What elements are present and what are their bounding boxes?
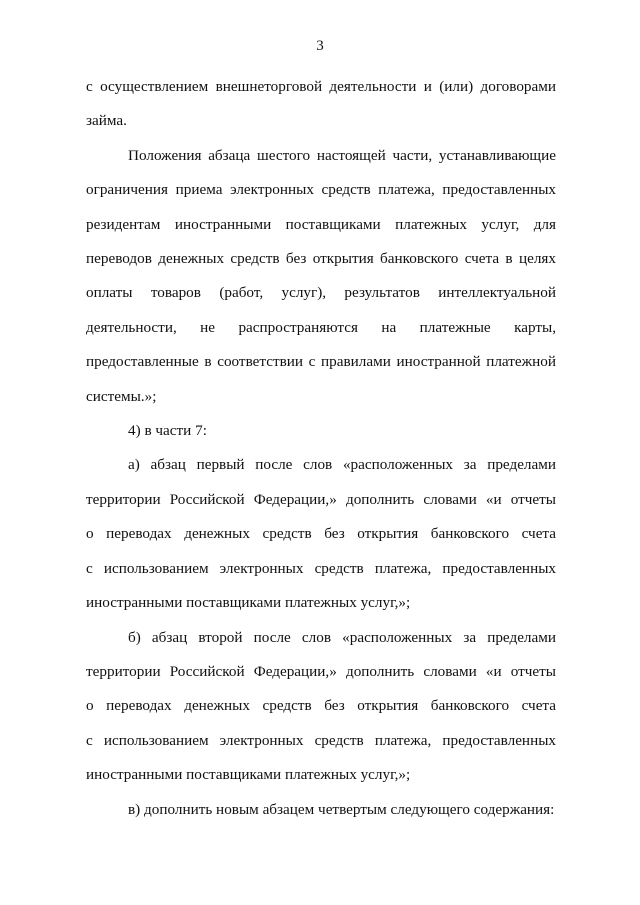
text-line: ограничения приема электронных средств платежа, предоставленных <box>86 181 556 199</box>
paragraph-2 <box>86 139 556 414</box>
text-line: резидентам иностранными поставщиками платежных услуг, для <box>86 215 556 233</box>
text-line: с использованием электронных средств платежа, предоставленных <box>86 559 556 577</box>
paragraph-5 <box>86 621 556 793</box>
text-line: территории Российской Федерации,» дополнить словами «и отчеты <box>86 662 556 680</box>
text-line: займа. <box>86 112 127 130</box>
paragraph-6 <box>86 793 556 827</box>
text-line: б) абзац второй после слов «расположенных за пределами <box>128 628 556 646</box>
text-line: 4) в части 7: <box>128 422 207 440</box>
text-line: системы.»; <box>86 387 157 405</box>
paragraph-4 <box>86 448 556 620</box>
page-number: 3 <box>316 38 324 54</box>
text-line: с осуществлением внешнеторговой деятельности и (или) договорами <box>86 78 556 95</box>
text-line: деятельности, не распространяются на платежные карты, <box>86 318 556 336</box>
text-line: в) дополнить новым абзацем четвертым следующего содержания: <box>128 800 555 818</box>
text-line: оплаты товаров (работ, услуг), результатов интеллектуальной <box>86 284 556 302</box>
text-line: о переводах денежных средств без открытия банковского счета <box>86 525 556 543</box>
paragraph-3 <box>86 414 556 448</box>
text-line: иностранными поставщиками платежных услуг,»; <box>86 766 411 784</box>
text-line: с использованием электронных средств платежа, предоставленных <box>86 731 556 749</box>
text-line: о переводах денежных средств без открытия банковского счета <box>86 697 556 715</box>
text-line: переводов денежных средств без открытия банковского счета в целях <box>86 250 556 268</box>
paragraph-1 <box>86 70 556 139</box>
document-body <box>86 70 556 827</box>
text-line: территории Российской Федерации,» дополнить словами «и отчеты <box>86 490 556 508</box>
text-line: а) абзац первый после слов «расположенных за пределами <box>128 456 556 474</box>
text-line: предоставленные в соответствии с правилами иностранной платежной <box>86 353 556 371</box>
text-line: Положения абзаца шестого настоящей части, устанавливающие <box>128 146 556 164</box>
text-line: иностранными поставщиками платежных услуг,»; <box>86 594 411 612</box>
